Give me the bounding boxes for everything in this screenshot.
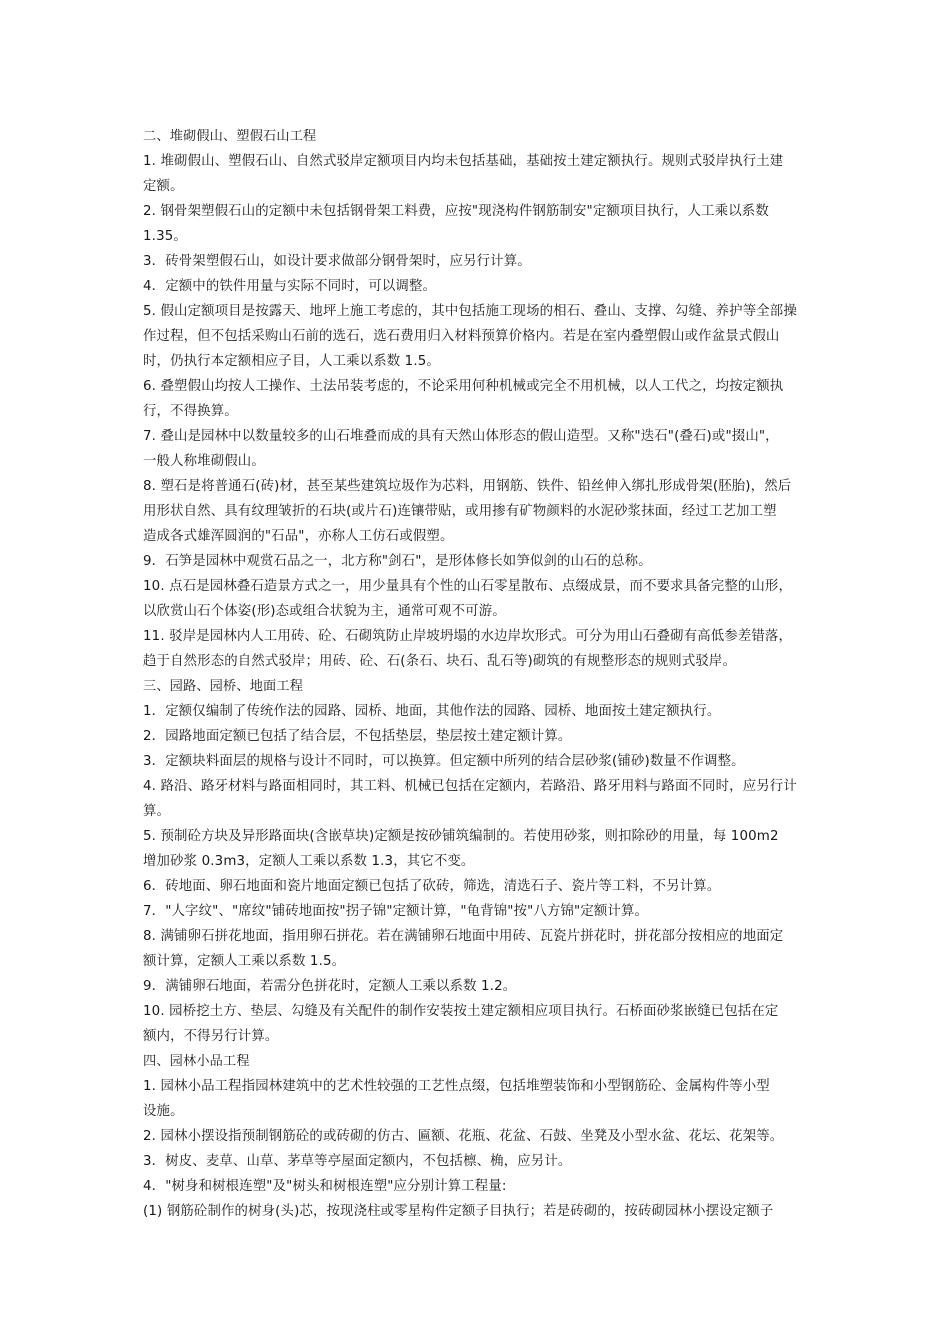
- text-line: 10. 园桥挖土方、垫层、勾缝及有关配件的制作安装按土建定额相应项目执行。石桥面砂浆嵌缝已包括在定: [143, 1004, 779, 1019]
- text-line: (1) 钢筋砼制作的树身(头)芯，按现浇柱或零星构件定额子目执行；若是砖砌的，按砖砌园林小摆设定额子: [143, 1204, 774, 1219]
- text-line: 5. 假山定额项目是按露天、地坪上施工考虑的，其中包括施工现场的相石、叠山、支撑、勾缝、养护等全部操: [143, 304, 797, 319]
- text-line: 8. 满铺卵石拼花地面，指用卵石拼花。若在满铺卵石地面中用砖、瓦瓷片拼花时，拼花部分按相应的地面定: [143, 929, 784, 944]
- text-line: 额计算，定额人工乘以系数 1.5。: [143, 954, 346, 969]
- text-line: 1. 园林小品工程指园林建筑中的艺术性较强的工艺性点缀，包括堆塑装饰和小型钢筋砼、金属构件等小型: [143, 1079, 770, 1094]
- section-heading-4: 四、园林小品工程: [143, 1054, 250, 1069]
- text-line: 8. 塑石是将普通石(砖)材，甚至某些建筑垃圾作为芯料，用钢筋、铁件、铅丝伸入绑扎形成骨架(胚胎)，然后: [143, 479, 792, 494]
- text-line: 2．园路地面定额已包括了结合层，不包括垫层，垫层按土建定额计算。: [143, 729, 572, 744]
- section-heading-2: 二、堆砌假山、塑假石山工程: [143, 129, 317, 144]
- text-line: 5. 预制砼方块及异形路面块(含嵌草块)定额是按砂铺筑编制的。若使用砂浆，则扣除砂的用量，每 100m2: [143, 829, 779, 844]
- text-line: 4．"树身和树根连塑"及"树头和树根连塑"应分别计算工程量:: [143, 1179, 507, 1194]
- document-body: [143, 124, 811, 1224]
- text-line: 定额。: [143, 179, 184, 194]
- text-line: 1.35。: [143, 229, 187, 244]
- text-line: 7. 叠山是园林中以数量较多的山石堆叠而成的具有天然山体形态的假山造型。又称"迭石"(叠石)或"掇山"，: [143, 429, 779, 444]
- text-line: 3．定额块料面层的规格与设计不同时，可以换算。但定额中所列的结合层砂浆(铺砂)数量不作调整。: [143, 754, 745, 769]
- text-line: 时，仍执行本定额相应子目，人工乘以系数 1.5。: [143, 354, 440, 369]
- text-line: 行，不得换算。: [143, 404, 238, 419]
- text-line: 设施。: [143, 1104, 184, 1119]
- text-line: 一般人称堆砌假山。: [143, 454, 265, 469]
- text-line: 6．砖地面、卵石地面和瓷片地面定额已包括了砍砖，筛选，清选石子、瓷片等工料，不另计算。: [143, 879, 721, 894]
- text-line: 算。: [143, 804, 171, 819]
- text-line: 7．"人字纹"、"席纹"铺砖地面按"拐子锦"定额计算，"龟背锦"按"八方锦"定额计算。: [143, 904, 649, 919]
- text-line: 2. 园林小摆设指预制钢筋砼的或砖砌的仿古、匾额、花瓶、花盆、石鼓、坐凳及小型水盆、花坛、花架等。: [143, 1129, 784, 1144]
- text-line: 1. 堆砌假山、塑假石山、自然式驳岸定额项目内均未包括基础，基础按土建定额执行。规则式驳岸执行土建: [143, 154, 784, 169]
- text-line: 以欣赏山石个体姿(形)态或组合状貌为主，通常可观不可游。: [143, 604, 506, 619]
- text-line: 用形状自然、具有纹理皱折的石块(或片石)连镶带贴，或用掺有矿物颜料的水泥砂浆抹面，经过工艺加工塑: [143, 504, 777, 519]
- text-line: 增加砂浆 0.3m3，定额人工乘以系数 1.3，其它不变。: [143, 854, 475, 869]
- text-line: 额内，不得另行计算。: [143, 1029, 279, 1044]
- text-line: 3．树皮、麦草、山草、茅草等亭屋面定额内，不包括檩、桷，应另计。: [143, 1154, 572, 1169]
- text-line: 2. 钢骨架塑假石山的定额中未包括钢骨架工料费，应按"现浇构件钢筋制安"定额项目执行，人工乘以系数: [143, 204, 769, 219]
- text-line: 11. 驳岸是园林内人工用砖、砼、石砌筑防止岸坡坍塌的水边岸坎形式。可分为用山石叠砌有高低参差错落，: [143, 629, 793, 644]
- text-line: 1．定额仅编制了传统作法的园路、园桥、地面，其他作法的园路、园桥、地面按土建定额执行。: [143, 704, 721, 719]
- text-line: 趋于自然形态的自然式驳岸；用砖、砼、石(条石、块石、乱石等)砌筑的有规整形态的规则式驳岸。: [143, 654, 736, 669]
- text-line: 造成各式雄浑圆润的"石品"，亦称人工仿石或假塑。: [143, 529, 454, 544]
- text-line: 10. 点石是园林叠石造景方式之一，用少量具有个性的山石零星散布、点缀成景，而不要求具备完整的山形，: [143, 579, 793, 594]
- text-line: 3．砖骨架塑假石山，如设计要求做部分钢骨架时，应另行计算。: [143, 254, 531, 269]
- text-line: 4．定额中的铁件用量与实际不同时，可以调整。: [143, 279, 437, 294]
- text-line: 作过程，但不包括采购山石前的选石，选石费用归入材料预算价格内。若是在室内叠塑假山或作盆景式假山: [143, 329, 780, 344]
- text-line: 6. 叠塑假山均按人工操作、土法吊装考虑的，不论采用何种机械或完全不用机械，以人工代之，均按定额执: [143, 379, 784, 394]
- text-line: 9．石笋是园林中观赏石品之一，北方称"剑石"，是形体修长如笋似剑的山石的总称。: [143, 554, 652, 569]
- section-heading-3: 三、园路、园桥、地面工程: [143, 679, 304, 694]
- text-line: 4. 路沿、路牙材料与路面相同时，其工料、机械已包括在定额内，若路沿、路牙用料与路面不同时，应另行计: [143, 779, 797, 794]
- text-line: 9．满铺卵石地面，若需分色拼花时，定额人工乘以系数 1.2。: [143, 979, 517, 994]
